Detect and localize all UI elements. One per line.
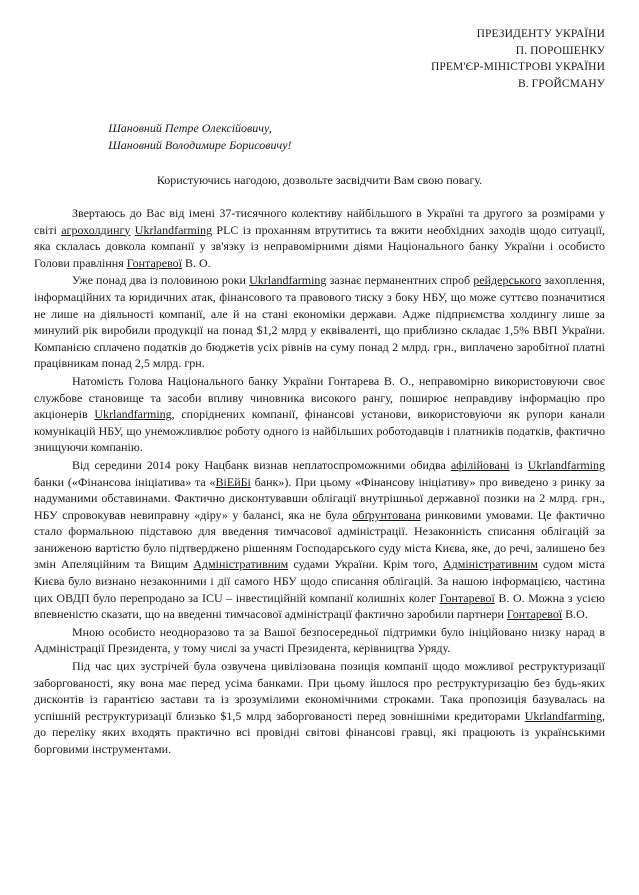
addressee-line-2: П. ПОРОШЕНКУ: [515, 44, 605, 57]
addressee-line-3: ПРЕМ'ЄР-МІНІСТРОВІ УКРАЇНИ: [430, 61, 605, 73]
underlined-term: ВіЕйБі: [215, 474, 251, 489]
addressee-line-1: ПРЕЗИДЕНТУ УКРАЇНИ: [476, 28, 605, 40]
salutation-line-2: Шановний Володимире Борисовичу!: [108, 138, 292, 152]
lead-paragraph: Користуючись нагодою, дозвольте засвідчити Вам свою повагу.: [156, 173, 483, 187]
paragraph-3: Натомість Голова Національного банку України Гонтарева В. О., неправомірно використовуючи своє службове становище та засоби впливу чиновника високого рангу, поширює неправдиву інформацію про акціонерів Ukrlandfarming, споріднених компанії, фінансові установи, використовуючи як рупори канали комунікацій НБУ, що унеможливлює роботу одного із найбільших роботодавців і платників податків, фактично знищуючи компанію.: [34, 373, 606, 455]
underlined-term: Гонтаревої: [439, 590, 495, 605]
addressee-block: [34, 26, 605, 92]
paragraph-5: Мною особисто неодноразово та за Вашої безпосередньої підтримки було ініційовано низку нарад в Адміністрації Президента, у тому числі за участі Президента, керівництва Уряду.: [34, 624, 605, 656]
salutation-block: [108, 120, 531, 154]
underlined-term: Ukrlandfarming: [524, 708, 602, 723]
paragraph-1: Звертаюсь до Вас від імені 37-тисячного колективу найбільшого в Україні та другого за розмірами у світі агрохолдингу Ukrlandfarming PLC із проханням втрутитись та вжити необхідних заходів щодо ситуації, яка склалась довкола компанії у зв'язку із неправомірними діями Національного банку України і особисто Голови правління Гонтаревої В. О.: [34, 206, 606, 270]
underlined-term: Адміністративним: [193, 557, 289, 572]
underlined-term: афілійовані: [450, 457, 510, 472]
underlined-term: обґрунтована: [352, 507, 421, 522]
underlined-term: Гонтаревої: [506, 607, 563, 622]
salutation-line-1: Шановний Петре Олексійовичу,: [108, 121, 272, 135]
underlined-term: рейдерського: [473, 273, 542, 288]
paragraph-2: Уже понад два із половиною роки Ukrlandfarming зазнає перманентних спроб рейдерського захоплення, інформаційних та юридичних атак, фінансового та правового тиску з боку НБУ, що може суттєво позначитися не лише на діяльності компанії, але й на стані економіки держави. Адже підприємства холдингу лише за минулий рік виробили продукції на понад $1,2 млрд у еквіваленті, що приблизно складає 1,5% ВВП України. Компанією сплачено податків до бюджетів усіх рівнів на суму понад 2 млрд. грн., виплачено заробітної платні працівникам понад 2,5 млрд. грн.: [34, 273, 605, 371]
underlined-term: агрохолдингу: [61, 222, 131, 237]
underlined-term: Гонтаревої: [126, 255, 183, 270]
paragraph-6: Під час цих зустрічей була озвучена цивілізована позиція компанії щодо можливої реструктуризації заборгованості, яку вона має перед усіма банками. При цьому йшлося про реструктуризацію без будь-яких дисконтів із гарантією застави та із зрозумілими економічними строками. Така пропозиція базувалась на успішній реструктуризації близько $1,5 млрд заборгованості перед зовнішніми кредиторами Ukrlandfarming, до переліку яких входять практично всі провідні світові фінансові гравці, які працюють із українськими борговими інструментами.: [34, 659, 605, 756]
underlined-term: Ukrlandfarming: [249, 273, 327, 288]
underlined-term: Ukrlandfarming: [134, 222, 213, 237]
underlined-term: Ukrlandfarming: [527, 457, 605, 472]
paragraph-4: Від середини 2014 року Нацбанк визнав неплатоспроможними обидва афілійовані із Ukrlandfarming банки («Фінансова ініціатива» та «ВіЕйБі банк»). При цьому «Фінансову ініціативу» про виведено з ринку за надуманими обставинами. Фактично дисконтувавши облігації внутрішньої державної позики на 2 млрд. грн., НБУ спровокував невиправну «діру» у балансі, яка не була обґрунтована ринковими умовами. Це фактично стало формальною підставою для введення тимчасової адміністрації. Незаконність списання облігацій за заниженою вартістю було підтверджено рішенням Господарського суду міста Києва, яке, до речі, залишено без змін Апеляційним та Вищим Адміністративним судами України. Крім того, Адміністративним судом міста Києва було визнано незаконними і дії самого НБУ щодо списання облігацій. За нашою інформацією, частина цих ОВДП було перепродано за ICU – інвестиційній компанії колишніх колег Гонтаревої В. О. Можна з усією впевненістю сказати, що на введенні тимчасової адміністрації фактично заробили партнери Гонтаревої В.О.: [34, 457, 606, 622]
underlined-term: Ukrlandfarming: [94, 407, 172, 422]
addressee-line-4: В. ГРОЙСМАНУ: [517, 77, 605, 90]
underlined-term: Адміністративним: [442, 557, 538, 572]
